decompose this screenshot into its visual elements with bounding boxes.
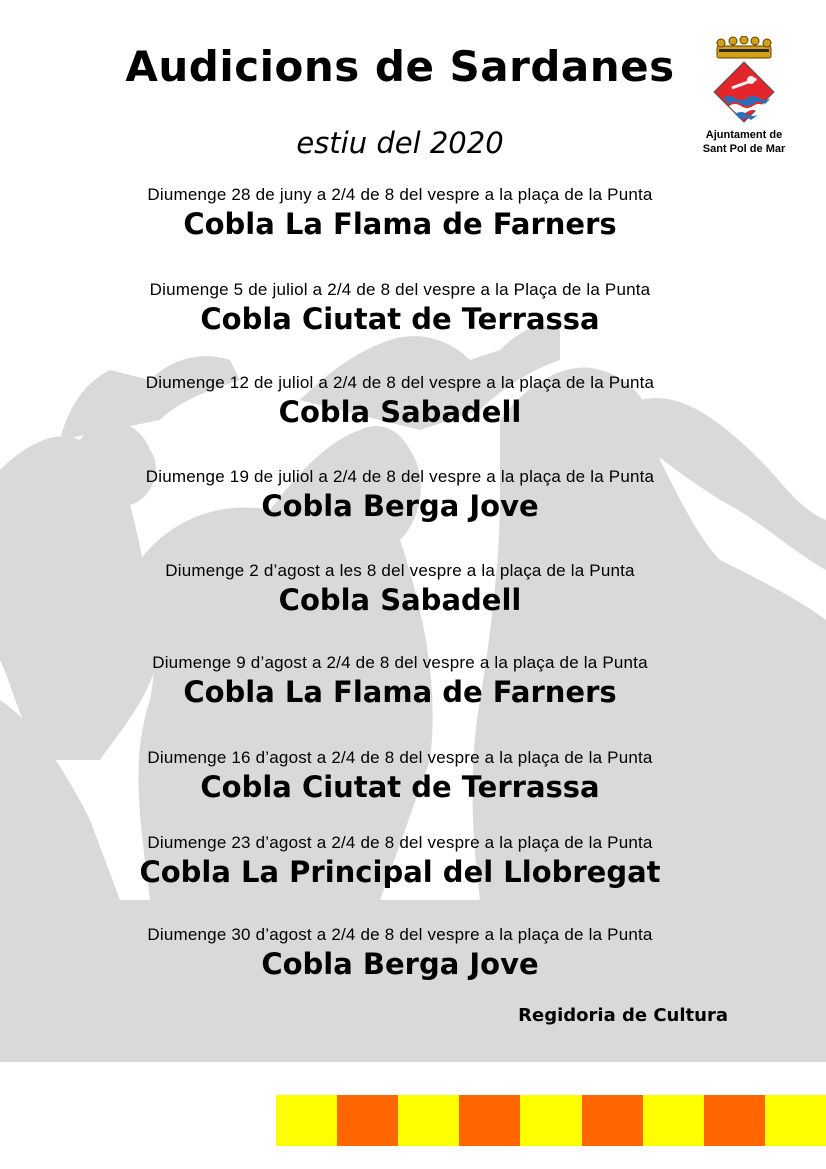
event-band: Cobla La Flama de Farners bbox=[183, 207, 617, 241]
stripe-orange bbox=[459, 1095, 520, 1146]
catalan-flag-stripes bbox=[276, 1095, 826, 1146]
event-item bbox=[0, 925, 800, 982]
event-info: Diumenge 30 d’agost a 2/4 de 8 del vespre a la plaça de la Punta bbox=[147, 925, 653, 944]
page-title: Audicions de Sardanes bbox=[125, 42, 675, 91]
municipal-crest bbox=[694, 36, 794, 156]
stripe-orange bbox=[704, 1095, 765, 1146]
event-band: Cobla La Principal del Llobregat bbox=[139, 855, 661, 889]
stripe-orange bbox=[337, 1095, 398, 1146]
event-info: Diumenge 12 de juliol a 2/4 de 8 del vespre a la plaça de la Punta bbox=[145, 373, 655, 392]
event-item bbox=[0, 467, 800, 524]
event-band: Cobla Berga Jove bbox=[261, 947, 539, 981]
event-info: Diumenge 23 d’agost a 2/4 de 8 del vespre a la plaça de la Punta bbox=[147, 833, 653, 852]
crest-line-2: Sant Pol de Mar bbox=[702, 143, 786, 155]
stripe-yellow bbox=[520, 1095, 581, 1146]
event-info: Diumenge 2 d’agost a les 8 del vespre a la plaça de la Punta bbox=[165, 561, 635, 580]
event-info: Diumenge 16 d’agost a 2/4 de 8 del vespre a la plaça de la Punta bbox=[147, 748, 653, 767]
event-band: Cobla Sabadell bbox=[278, 583, 522, 617]
event-item bbox=[0, 280, 800, 337]
event-band: Cobla Ciutat de Terrassa bbox=[200, 302, 600, 336]
event-info: Diumenge 28 de juny a 2/4 de 8 del vespre a la plaça de la Punta bbox=[147, 185, 653, 204]
event-item bbox=[0, 561, 800, 618]
stripe-yellow bbox=[398, 1095, 459, 1146]
event-info: Diumenge 5 de juliol a 2/4 de 8 del vespre a la Plaça de la Punta bbox=[149, 280, 651, 299]
stripe-orange bbox=[582, 1095, 643, 1146]
event-item bbox=[0, 373, 800, 430]
event-band: Cobla Ciutat de Terrassa bbox=[200, 770, 600, 804]
event-item bbox=[0, 185, 800, 242]
event-info: Diumenge 9 d’agost a 2/4 de 8 del vespre a la plaça de la Punta bbox=[152, 653, 648, 672]
event-item bbox=[0, 653, 800, 710]
crest-line-1: Ajuntament de bbox=[705, 129, 783, 141]
event-band: Cobla Sabadell bbox=[278, 395, 522, 429]
stripe-yellow bbox=[276, 1095, 337, 1146]
event-item bbox=[0, 833, 800, 890]
event-band: Cobla Berga Jove bbox=[261, 489, 539, 523]
event-info: Diumenge 19 de juliol a 2/4 de 8 del vespre a la plaça de la Punta bbox=[145, 467, 655, 486]
stripe-yellow bbox=[765, 1095, 826, 1146]
event-item bbox=[0, 748, 800, 805]
event-band: Cobla La Flama de Farners bbox=[183, 675, 617, 709]
stripe-yellow bbox=[643, 1095, 704, 1146]
footer-credit: Regidoria de Cultura bbox=[518, 1005, 728, 1026]
page-subtitle: estiu del 2020 bbox=[296, 126, 504, 160]
coat-of-arms-icon bbox=[711, 36, 777, 124]
